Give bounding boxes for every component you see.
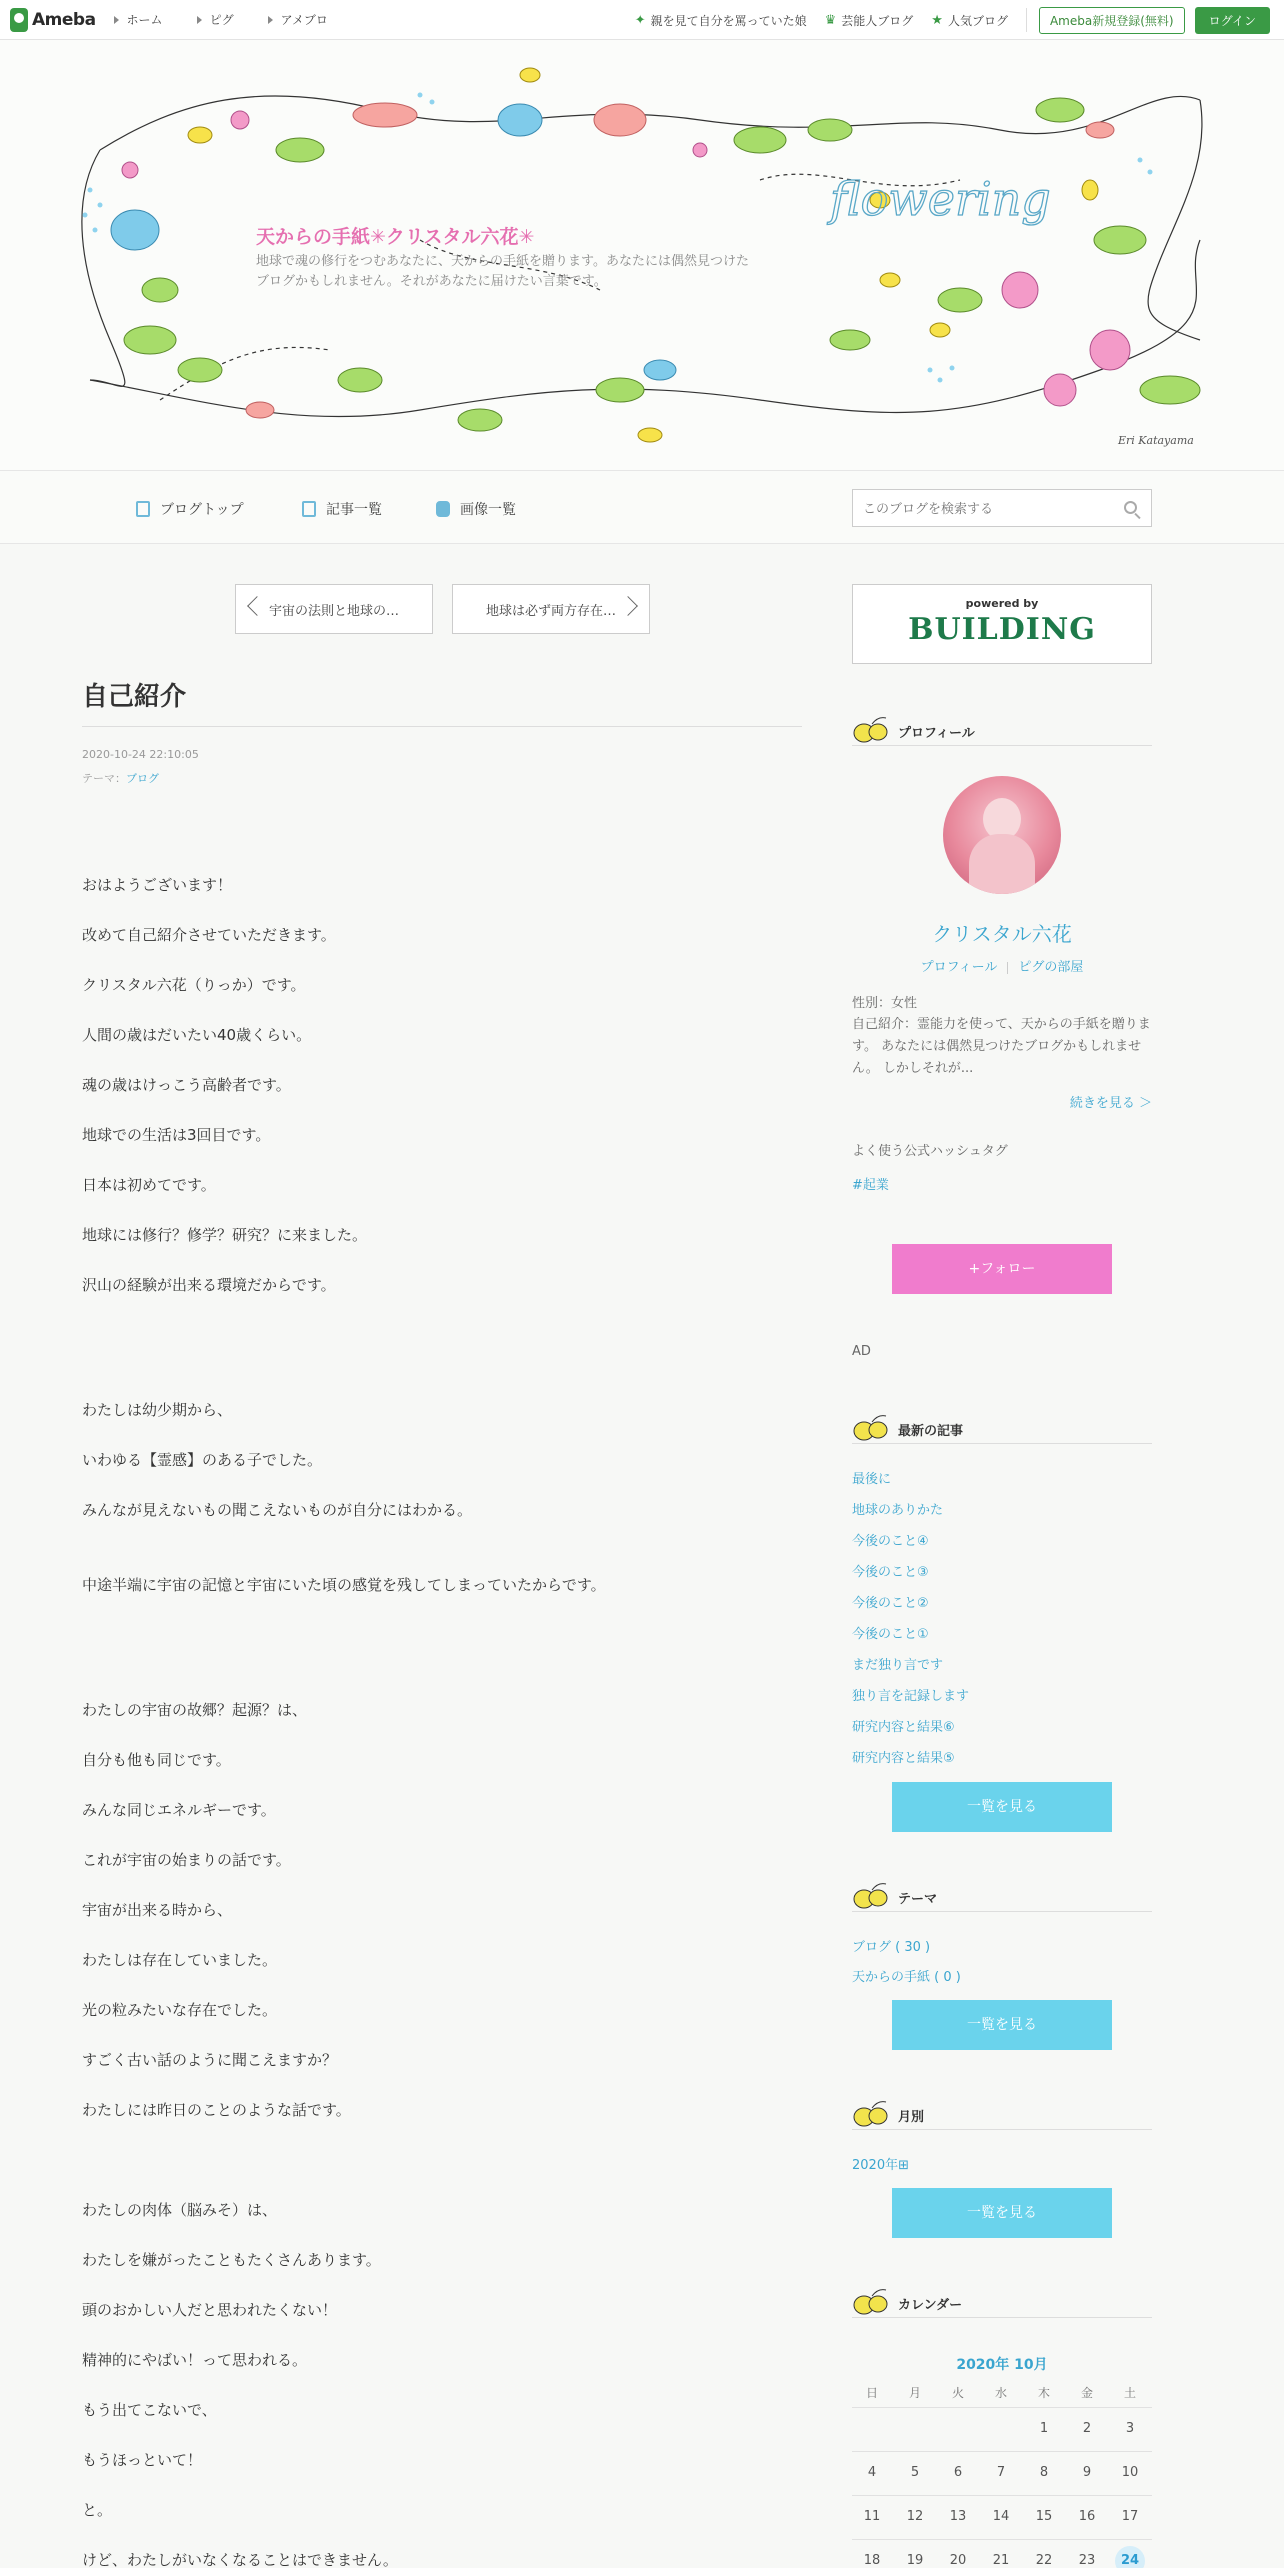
calendar-day[interactable]: 18 bbox=[863, 2553, 881, 2568]
calendar-day[interactable]: 2 bbox=[1082, 2421, 1092, 2436]
header-right bbox=[617, 0, 1270, 40]
popular-blog-link[interactable]: ★ 人気ブログ bbox=[931, 12, 1008, 28]
calendar-day[interactable]: 20 bbox=[949, 2553, 967, 2568]
calendar-day[interactable]: 16 bbox=[1078, 2509, 1096, 2524]
nav-blog-top[interactable]: ブログトップ bbox=[136, 499, 244, 519]
search-input[interactable] bbox=[853, 490, 1103, 526]
hashtag-heading: よく使う公式ハッシュタグ bbox=[852, 1144, 1008, 1159]
calendar-week-row bbox=[852, 2452, 1152, 2496]
article-paragraph: 自分も他も同じです。 bbox=[82, 1751, 231, 1769]
monthly-list-button[interactable]: 一覧を見る bbox=[892, 2188, 1112, 2238]
theme-heading: テーマ bbox=[852, 1878, 1152, 1912]
chevron-left-icon bbox=[247, 596, 267, 616]
calendar-day[interactable]: 4 bbox=[867, 2465, 877, 2480]
article-date: 2020-10-24 22:10:05 bbox=[82, 748, 199, 761]
leaf-icon bbox=[852, 1880, 892, 1910]
leaf-icon bbox=[852, 2098, 892, 2128]
article-paragraph: わたしは幼少期から、 bbox=[82, 1401, 233, 1419]
calendar-weekday: 土 bbox=[1123, 2386, 1136, 2400]
article-paragraph: わたしは存在していました。 bbox=[82, 1951, 278, 1969]
document-icon bbox=[136, 501, 150, 517]
calendar-weekday: 水 bbox=[994, 2386, 1007, 2400]
calendar-day[interactable]: 12 bbox=[906, 2509, 924, 2524]
theme-item[interactable]: 天からの手紙 ( 0 ) bbox=[852, 1970, 961, 1985]
ad-label: AD bbox=[852, 1344, 871, 1359]
arrow-right-icon bbox=[268, 16, 273, 24]
recent-article-link[interactable]: 今後のこと① bbox=[852, 1627, 929, 1642]
article-paragraph: いわゆる【霊感】のある子でした。 bbox=[82, 1451, 323, 1469]
calendar-week-row bbox=[852, 2496, 1152, 2540]
article-paragraph: 魂の歳はけっこう高齢者です。 bbox=[82, 1076, 291, 1094]
calendar-day[interactable]: 14 bbox=[992, 2509, 1010, 2524]
divider bbox=[1007, 962, 1008, 974]
profile-gender: 性別：女性 bbox=[852, 996, 918, 1011]
article-theme: テーマ：ブログ bbox=[82, 772, 159, 785]
calendar-day[interactable]: 15 bbox=[1035, 2509, 1053, 2524]
calendar-weekday: 日 bbox=[865, 2386, 878, 2400]
calendar-day[interactable]: 7 bbox=[996, 2465, 1006, 2480]
article-paragraph: 地球には修行？修学？研究？に来ました。 bbox=[82, 1226, 368, 1244]
article-paragraph: もう出てこないで、 bbox=[82, 2401, 217, 2419]
article-paragraph: けど、わたしがいなくなることはできません。 bbox=[82, 2551, 398, 2568]
profile-name[interactable]: クリスタル六花 bbox=[932, 922, 1072, 946]
theme-list-button[interactable]: 一覧を見る bbox=[892, 2000, 1112, 2050]
chevron-right-icon bbox=[618, 596, 638, 616]
celebrity-blog-link[interactable]: ♛ 芸能人ブログ bbox=[824, 12, 914, 28]
profile-intro: 自己紹介：霊能力を使って、天からの手紙を贈ります。 あなたには偶然見つけたブログかもしれません。 しかしそれが... bbox=[852, 1017, 1151, 1076]
article-paragraph: 精神的にやばい！って思われる。 bbox=[82, 2351, 308, 2369]
nav-image-list[interactable]: 画像一覧 bbox=[436, 499, 516, 519]
crown-icon: ♛ bbox=[824, 12, 837, 28]
calendar-day[interactable]: 10 bbox=[1121, 2465, 1139, 2480]
nav-article-list[interactable]: 記事一覧 bbox=[302, 499, 382, 519]
copy-icon bbox=[302, 501, 316, 517]
svg-text:Eri Katayama: Eri Katayama bbox=[1118, 434, 1194, 447]
article-paragraph: みんなが見えないもの聞こえないものが自分にはわかる。 bbox=[82, 1501, 473, 1519]
calendar-week-row bbox=[852, 2540, 1152, 2568]
month-item[interactable]: 2020年⊞ bbox=[852, 2158, 909, 2173]
article-paragraph: と。 bbox=[82, 2501, 113, 2519]
profile-avatar[interactable] bbox=[943, 776, 1061, 894]
recent-article-link[interactable]: 今後のこと② bbox=[852, 1596, 929, 1611]
blog-title[interactable]: 天からの手紙✳︎クリスタル六花✳︎ bbox=[256, 226, 535, 248]
nav-pigg[interactable]: ピグ bbox=[197, 11, 234, 28]
calendar-weekday-row bbox=[852, 2378, 1152, 2408]
arrow-right-icon bbox=[114, 16, 119, 24]
arrow-right-icon bbox=[197, 16, 202, 24]
article-paragraph: 光の粒みたいな存在でした。 bbox=[82, 2001, 278, 2019]
recent-list-button[interactable]: 一覧を見る bbox=[892, 1782, 1112, 1832]
recent-article-link[interactable]: 研究内容と結果⑤ bbox=[852, 1751, 955, 1766]
calendar-day[interactable]: 3 bbox=[1125, 2421, 1135, 2436]
follow-button[interactable]: +フォロー bbox=[892, 1244, 1112, 1294]
calendar-weekday: 火 bbox=[951, 2386, 964, 2400]
calendar-day[interactable]: 8 bbox=[1039, 2465, 1049, 2480]
calendar-day[interactable]: 6 bbox=[953, 2465, 963, 2480]
title-divider bbox=[82, 726, 802, 727]
register-button[interactable]: Ameba新規登録(無料) bbox=[1039, 7, 1185, 34]
calendar-weekday: 月 bbox=[908, 2386, 921, 2400]
calendar-day[interactable]: 19 bbox=[906, 2553, 924, 2568]
camera-icon bbox=[436, 501, 450, 517]
calendar-today[interactable]: 24 bbox=[1115, 2546, 1145, 2568]
monthly-heading: 月別 bbox=[852, 2096, 1152, 2130]
featured-article-link[interactable]: ✦ 親を見て自分を罵っていた娘 bbox=[634, 12, 807, 28]
building-banner[interactable]: powered by BUILDING bbox=[852, 584, 1152, 664]
next-article-button[interactable]: 地球は必ず両方存在… bbox=[452, 584, 650, 634]
article-paragraph: すごく古い話のように聞こえますか？ bbox=[82, 2051, 338, 2069]
blog-banner[interactable] bbox=[0, 40, 1284, 470]
calendar-day[interactable]: 13 bbox=[949, 2509, 967, 2524]
prev-article-button[interactable]: 宇宙の法則と地球の… bbox=[235, 584, 433, 634]
profile-heading: プロフィール bbox=[852, 712, 1152, 746]
profile-link[interactable]: プロフィール bbox=[920, 960, 998, 975]
calendar-day[interactable]: 11 bbox=[863, 2509, 881, 2524]
calendar-day[interactable]: 9 bbox=[1082, 2465, 1092, 2480]
article-paragraph: 地球での生活は3回目です。 bbox=[82, 1126, 271, 1144]
sparkle-icon: ✦ bbox=[634, 12, 646, 28]
ameba-logo[interactable]: Ameba bbox=[10, 8, 96, 32]
recent-article-link[interactable]: 地球のありかた bbox=[852, 1503, 944, 1518]
calendar-day[interactable]: 5 bbox=[910, 2465, 920, 2480]
read-more-link[interactable]: 続きを見る ＞ bbox=[1069, 1096, 1152, 1111]
calendar-day[interactable]: 17 bbox=[1121, 2509, 1139, 2524]
article-paragraph: みんな同じエネルギーです。 bbox=[82, 1801, 276, 1819]
calendar-day[interactable] bbox=[1110, 2546, 1150, 2568]
expand-icon[interactable]: ⊞ bbox=[898, 2158, 909, 2173]
calendar-day[interactable]: 23 bbox=[1078, 2553, 1096, 2568]
calendar-day[interactable]: 21 bbox=[992, 2553, 1010, 2568]
calendar-month-title: 2020年 10月 bbox=[956, 2357, 1048, 2373]
recent-article-link[interactable]: 研究内容と結果⑥ bbox=[852, 1720, 955, 1735]
article-paragraph: わたしの宇宙の故郷？起源？は、 bbox=[82, 1701, 308, 1719]
login-button[interactable]: ログイン bbox=[1195, 7, 1270, 34]
flowering-lettering: flowering bbox=[830, 172, 1051, 226]
article-paragraph: 人間の歳はだいたい40歳くらい。 bbox=[82, 1026, 312, 1044]
leaf-icon bbox=[852, 714, 892, 744]
blog-description: 地球で魂の修行をつむあなたに、天からの手紙を贈ります。あなたには偶然見つけたブログかもしれません。それがあなたに届けたい言葉です。 bbox=[256, 254, 749, 289]
article-paragraph: クリスタル六花（りっか）です。 bbox=[82, 976, 306, 994]
article-paragraph: おはようございます！ bbox=[82, 876, 233, 894]
article-paragraph: これが宇宙の始まりの話です。 bbox=[82, 1851, 291, 1869]
article-paragraph: 中途半端に宇宙の記憶と宇宙にいた頃の感覚を残してしまっていたからです。 bbox=[82, 1576, 606, 1594]
blog-search bbox=[852, 489, 1152, 527]
global-header bbox=[0, 0, 1284, 40]
nav-ameblo[interactable]: アメブロ bbox=[268, 11, 328, 28]
article-paragraph: わたしの肉体（脳みそ）は、 bbox=[82, 2201, 278, 2219]
star-icon: ★ bbox=[931, 12, 943, 28]
hashtag-link[interactable]: #起業 bbox=[852, 1178, 889, 1193]
theme-item[interactable]: ブログ ( 30 ) bbox=[852, 1940, 931, 1955]
theme-link[interactable]: ブログ bbox=[126, 772, 159, 785]
article-paragraph: わたしには昨日のことのような話です。 bbox=[82, 2101, 351, 2119]
recent-article-link[interactable]: 今後のこと③ bbox=[852, 1565, 929, 1580]
calendar-heading: カレンダー bbox=[852, 2284, 1152, 2318]
calendar-day[interactable]: 22 bbox=[1035, 2553, 1053, 2568]
article-paragraph: もうほっといて！ bbox=[82, 2451, 203, 2469]
recent-heading: 最新の記事 bbox=[852, 1410, 1152, 1444]
recent-article-link[interactable]: まだ独り言です bbox=[852, 1658, 944, 1673]
article-paragraph: わたしを嫌がったこともたくさんあります。 bbox=[82, 2251, 381, 2269]
article-paragraph: 日本は初めてです。 bbox=[82, 1176, 216, 1194]
article-paragraph: 改めて自己紹介させていただきます。 bbox=[82, 926, 336, 944]
calendar-weekday: 木 bbox=[1037, 2386, 1050, 2400]
calendar-weekday: 金 bbox=[1080, 2386, 1093, 2400]
search-icon[interactable] bbox=[1124, 501, 1137, 514]
recent-article-link[interactable]: 独り言を記録します bbox=[852, 1689, 970, 1704]
leaf-icon bbox=[852, 2286, 892, 2316]
blog-nav-bar bbox=[0, 470, 1284, 544]
article-paragraph: 頭のおかしい人だと思われたくない！ bbox=[82, 2301, 338, 2319]
calendar-day[interactable]: 1 bbox=[1039, 2421, 1049, 2436]
pigg-room-link[interactable]: ピグの部屋 bbox=[1018, 960, 1084, 975]
leaf-icon bbox=[852, 1412, 892, 1442]
global-nav bbox=[114, 11, 362, 28]
article-title: 自己紹介 bbox=[82, 682, 187, 712]
article-paragraph: 沢山の経験が出来る環境だからです。 bbox=[82, 1276, 336, 1294]
calendar-week-row bbox=[852, 2408, 1152, 2452]
ameba-logo-icon bbox=[10, 8, 28, 32]
recent-article-link[interactable]: 最後に bbox=[852, 1472, 892, 1487]
divider bbox=[1026, 8, 1027, 32]
recent-article-link[interactable]: 今後のこと④ bbox=[852, 1534, 929, 1549]
nav-home[interactable]: ホーム bbox=[114, 11, 163, 28]
article-paragraph: 宇宙が出来る時から、 bbox=[82, 1901, 233, 1919]
profile-links bbox=[852, 956, 1152, 975]
